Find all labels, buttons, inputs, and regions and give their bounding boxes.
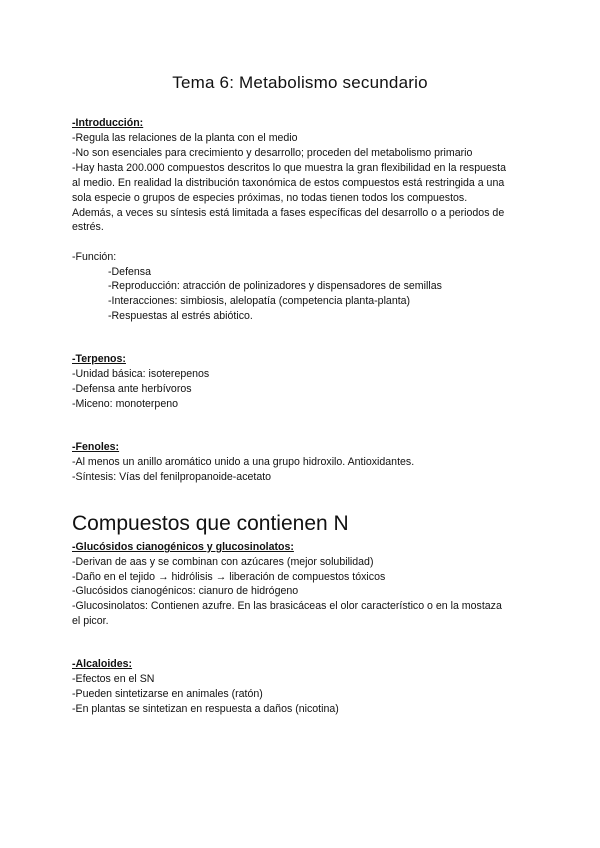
glucosidos-heading: -Glucósidos cianogénicos y glucosinolatos: [72, 541, 294, 553]
funcion-heading: -Función: [72, 251, 117, 263]
intro-line: -No son esenciales para crecimiento y desarrollo; proceden del metabolismo primario [72, 147, 473, 159]
funcion-item: -Interacciones: simbiosis, alelopatía (competencia planta-planta) [108, 295, 411, 307]
alcaloides-line: -Efectos en el SN [72, 673, 155, 685]
glucosidos-line: -Glucosinolatos: Contienen azufre. En las brasicáceas el olor característico o en la mostaza [72, 600, 502, 612]
terpenos-heading: -Terpenos: [72, 353, 126, 365]
alcaloides-heading: -Alcaloides: [72, 658, 133, 670]
alcaloides-line: -En plantas se sintetizan en respuesta a daños (nicotina) [72, 703, 339, 715]
fenoles-line: -Síntesis: Vías del fenilpropanoide-acetato [72, 471, 272, 483]
intro-heading: -Introducción: [72, 117, 144, 129]
glucosidos-line: -Derivan de aas y se combinan con azúcares (mejor solubilidad) [72, 556, 374, 568]
intro-line: -Hay hasta 200.000 compuestos descritos lo que muestra la gran flexibilidad en la respuesta [72, 162, 507, 174]
section-heading-n: Compuestos que contienen N [72, 512, 349, 535]
intro-line: estrés. [72, 221, 104, 233]
terpenos-line: -Unidad básica: isoterepenos [72, 368, 210, 380]
terpenos-line: -Miceno: monoterpeno [72, 398, 178, 410]
funcion-item: -Reproducción: atracción de polinizadores y dispensadores de semillas [108, 280, 442, 292]
terpenos-line: -Defensa ante herbívoros [72, 383, 192, 395]
funcion-item: -Defensa [108, 266, 151, 278]
intro-line: sola especie o grupos de especies próximas, no todas tienen todos los compuestos. [72, 192, 468, 204]
fenoles-heading: -Fenoles: [72, 441, 120, 453]
alcaloides-line: -Pueden sintetizarse en animales (ratón) [72, 688, 263, 700]
funcion-item: -Respuestas al estrés abiótico. [108, 310, 253, 322]
page-title: Tema 6: Metabolismo secundario [172, 73, 428, 92]
intro-line: al medio. En realidad la distribución taxonómica de estos compuestos está restringida a una [72, 177, 505, 189]
intro-line: Además, a veces su síntesis está limitada a fases específicas del desarrollo o a periodos de [72, 207, 505, 219]
glucosidos-line: el picor. [72, 615, 109, 627]
fenoles-line: -Al menos un anillo aromático unido a una grupo hidroxilo. Antioxidantes. [72, 456, 415, 468]
intro-line: -Regula las relaciones de la planta con el medio [72, 132, 298, 144]
glucosidos-line: -Glucósidos cianogénicos: cianuro de hidrógeno [72, 585, 299, 597]
glucosidos-line: -Daño en el tejido → hidrólisis → liberación de compuestos tóxicos [72, 571, 386, 583]
